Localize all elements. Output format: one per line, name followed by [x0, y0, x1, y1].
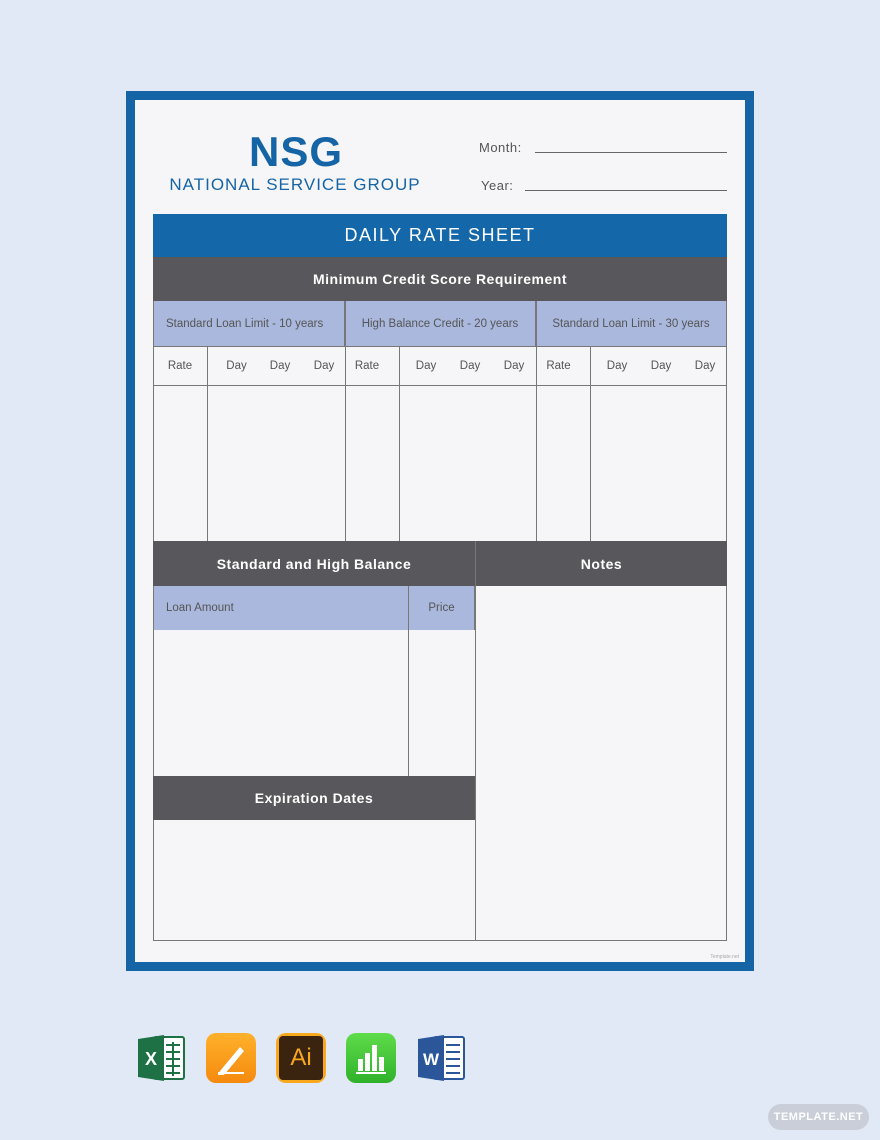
loan-column-header: Standard Loan Limit - 30 years — [536, 301, 727, 346]
grid-line — [153, 301, 154, 541]
day-header: Day — [503, 359, 525, 372]
illustrator-icon[interactable] — [276, 1033, 326, 1083]
grid-line — [726, 586, 727, 941]
word-icon[interactable] — [416, 1033, 466, 1083]
day-header: Day — [415, 359, 437, 372]
template-net-badge[interactable]: TEMPLATE.NET — [768, 1104, 869, 1130]
grid-line — [153, 385, 727, 386]
svg-text:X: X — [144, 1049, 158, 1069]
grid-line — [726, 301, 727, 541]
day-header: Day — [313, 359, 335, 372]
document-frame — [126, 91, 754, 971]
notes-header: Notes — [476, 541, 727, 586]
grid-line — [153, 586, 154, 941]
grid-line — [153, 940, 727, 941]
grid-line — [345, 301, 346, 541]
month-input-line[interactable] — [535, 152, 727, 153]
numbers-icon[interactable] — [346, 1033, 396, 1083]
svg-text:W: W — [422, 1050, 440, 1069]
illustrator-label: Ai — [279, 1036, 323, 1080]
grid-line — [207, 346, 208, 541]
day-header: Day — [650, 359, 672, 372]
expiration-header: Expiration Dates — [153, 776, 475, 820]
loan-amount-header: Loan Amount — [153, 586, 409, 630]
day-header: Day — [459, 359, 481, 372]
day-header: Day — [226, 359, 247, 372]
pages-icon[interactable] — [206, 1033, 256, 1083]
year-input-line[interactable] — [525, 190, 727, 191]
watermark: Template.net — [710, 954, 739, 960]
standard-high-header: Standard and High Balance — [153, 541, 475, 586]
rate-header: Rate — [546, 359, 571, 372]
grid-line — [408, 630, 409, 776]
grid-line — [399, 346, 400, 541]
loan-column-header: High Balance Credit - 20 years — [345, 301, 536, 346]
grid-line — [590, 346, 591, 541]
logo-abbreviation: NSG — [249, 128, 344, 175]
day-header: Day — [694, 359, 716, 372]
price-header: Price — [409, 586, 475, 630]
grid-line — [536, 301, 537, 541]
logo-company-name: NATIONAL SERVICE GROUP — [169, 175, 421, 194]
rate-header: Rate — [354, 359, 380, 372]
month-label: Month: — [479, 140, 522, 155]
rate-header: Rate — [167, 359, 193, 372]
day-header: Day — [269, 359, 291, 372]
rate-sheet-paper — [135, 100, 745, 962]
min-credit-header: Minimum Credit Score Requirement — [153, 257, 727, 301]
year-label: Year: — [481, 178, 514, 193]
sheet-title: DAILY RATE SHEET — [153, 214, 727, 257]
excel-icon[interactable] — [136, 1033, 186, 1083]
day-header: Day — [606, 359, 628, 372]
grid-line — [153, 346, 727, 347]
app-icons-row — [136, 1033, 466, 1083]
grid-line — [475, 541, 476, 941]
loan-column-header: Standard Loan Limit - 10 years — [153, 301, 345, 346]
